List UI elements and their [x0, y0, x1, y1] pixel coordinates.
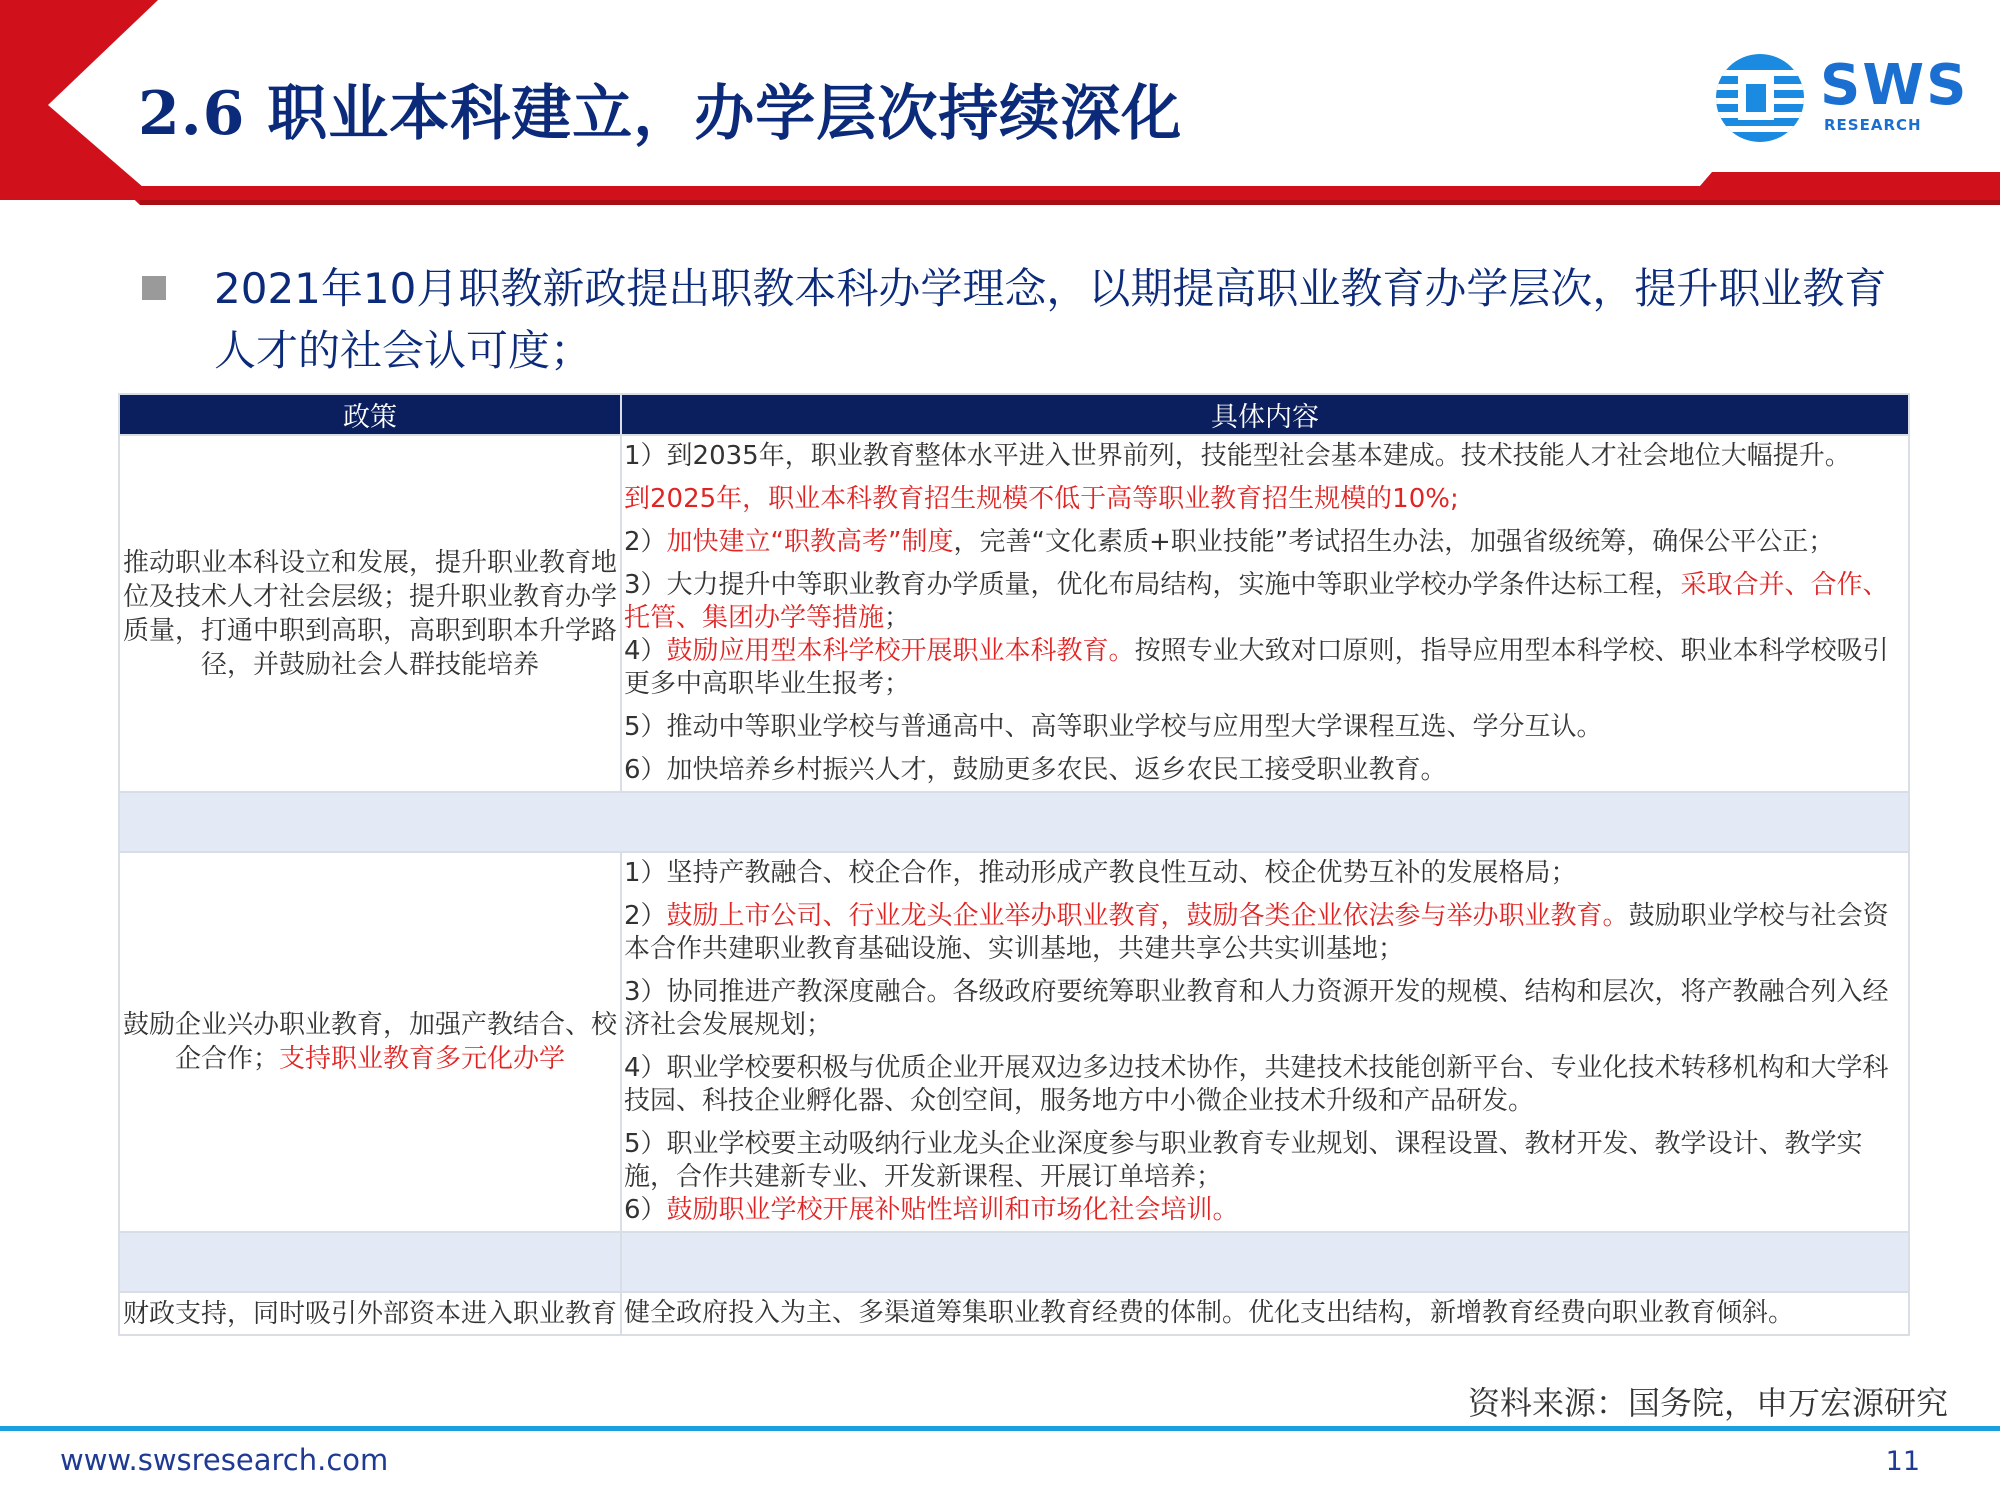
policy-table	[118, 393, 1910, 1336]
table-spacer-row	[119, 1232, 1909, 1292]
table-spacer-row	[119, 792, 1909, 852]
table-header-row	[119, 394, 1909, 435]
content-cell	[621, 1292, 1909, 1335]
content-text: 1）坚持产教融合、校企合作，推动形成产教良性互动、校企优势互补的发展格局；	[624, 858, 1577, 888]
page-title: 2.6 职业本科建立，办学层次持续深化	[138, 79, 1183, 149]
content-text: 5）职业学校要主动吸纳行业龙头企业深度参与职业教育专业规划、课程设置、教材开发、教学设计、教学实施，合作共建新专业、开发新课程、开展订单培养；	[624, 1129, 1863, 1192]
content-item	[624, 1194, 1904, 1227]
content-text: 5）推动中等职业学校与普通高中、高等职业学校与应用型大学课程互选、学分互认。	[624, 712, 1603, 742]
logo-subtext: RESEARCH	[1824, 116, 1922, 134]
content-item	[624, 1052, 1904, 1118]
policy-text: 推动职业本科设立和发展，提升职业教育地位及技术人才社会层级；提升职业教育办学质量，打通中职到高职，高职到职本升学路径，并鼓励社会人群技能培养	[122, 547, 617, 680]
content-item	[624, 483, 1904, 516]
content-text: 3）大力提升中等职业教育办学质量，优化布局结构，实施中等职业学校办学条件达标工程，	[624, 570, 1681, 600]
content-text: 6）加快培养乡村振兴人才，鼓励更多农民、返乡农民工接受职业教育。	[624, 755, 1447, 785]
source-note: 资料来源：国务院，申万宏源研究	[1467, 1384, 1948, 1422]
content-item	[624, 569, 1904, 635]
content-item	[624, 526, 1904, 559]
intro-bullet	[138, 258, 1908, 382]
content-item	[624, 711, 1904, 744]
table-row	[119, 852, 1909, 1232]
content-text: 2）	[624, 527, 667, 557]
policy-cell	[119, 852, 621, 1232]
footer-divider	[0, 1426, 2000, 1431]
page-number: 11	[1885, 1446, 1920, 1477]
policy-text: 财政支持，同时吸引外部资本进入职业教育	[122, 1298, 617, 1329]
content-item	[624, 754, 1904, 787]
content-text: 4）职业学校要积极与优质企业开展双边多边技术协作，共建技术技能创新平台、专业化技术转移机构和大学科技园、科技企业孵化器、众创空间，服务地方中小微企业技术升级和产品研发。	[624, 1053, 1889, 1116]
policy-text: 鼓励企业兴办职业教育，加强产教结合、校企合作；	[122, 1010, 617, 1074]
content-text: ；	[884, 603, 911, 633]
policy-cell	[119, 1292, 621, 1335]
sws-globe-icon	[1712, 52, 1812, 144]
content-text: ，完善“文化素质+职业技能”考试招生办法，加强省级统筹，确保公平公正；	[953, 527, 1835, 557]
content-item	[624, 857, 1904, 890]
content-text: 1）到2035年，职业教育整体水平进入世界前列，技能型社会基本建成。技术技能人才社会地位大幅提升。	[624, 441, 1851, 471]
content-highlight: 到2025年，职业本科教育招生规模不低于高等职业教育招生规模的10%;	[624, 484, 1459, 514]
content-item	[624, 635, 1904, 701]
policy-highlight: 支持职业教育多元化办学	[279, 1044, 566, 1074]
table-row	[119, 435, 1909, 792]
content-cell	[621, 852, 1909, 1232]
content-item	[624, 976, 1904, 1042]
content-text: 健全政府投入为主、多渠道筹集职业教育经费的体制。优化支出结构，新增教育经费向职业教育倾斜。	[624, 1298, 1795, 1328]
content-text: 6）	[624, 1195, 667, 1225]
table-row	[119, 1292, 1909, 1335]
column-header-content: 具体内容	[621, 394, 1909, 435]
content-item	[624, 1128, 1904, 1194]
column-header-policy: 政策	[119, 394, 621, 435]
content-item	[624, 1297, 1904, 1330]
spacer-cell	[119, 792, 1909, 852]
content-text: 按照专业大致对口原则，指导应用型本科学校、职业本科学校吸引更多中高职毕业生报考；	[624, 636, 1889, 699]
content-text: 4）	[624, 636, 667, 666]
slide-header	[0, 0, 2000, 205]
policy-cell	[119, 435, 621, 792]
content-text: 2）	[624, 901, 667, 931]
spacer-cell	[621, 1232, 1909, 1292]
website-link[interactable]: www.swsresearch.com	[60, 1443, 389, 1477]
content-text: 鼓励职业学校与社会资本合作共建职业教育基础设施、实训基地，共建共享公共实训基地；	[624, 901, 1889, 964]
content-highlight: 采取合并、合作、托管、集团办学等措施	[624, 570, 1889, 633]
sws-logo	[1712, 52, 1969, 144]
content-highlight: 鼓励应用型本科学校开展职业本科教育。	[666, 636, 1135, 666]
spacer-cell	[119, 1232, 621, 1292]
logo-text: SWS	[1820, 53, 1969, 118]
content-highlight: 鼓励职业学校开展补贴性培训和市场化社会培训。	[666, 1195, 1239, 1225]
bullet-text: 2021年10月职教新政提出职教本科办学理念，以期提高职业教育办学层次，提升职业教育人才的社会认可度；	[214, 264, 1887, 375]
square-bullet-icon	[142, 276, 166, 300]
content-item	[624, 440, 1904, 473]
content-cell	[621, 435, 1909, 792]
content-item	[624, 900, 1904, 966]
content-text: 3）协同推进产教深度融合。各级政府要统筹职业教育和人力资源开发的规模、结构和层次，将产教融合列入经济社会发展规划；	[624, 977, 1889, 1040]
content-highlight: 鼓励上市公司、行业龙头企业举办职业教育，鼓励各类企业依法参与举办职业教育。	[666, 901, 1629, 931]
content-highlight: 加快建立“职教高考”制度	[666, 527, 954, 557]
